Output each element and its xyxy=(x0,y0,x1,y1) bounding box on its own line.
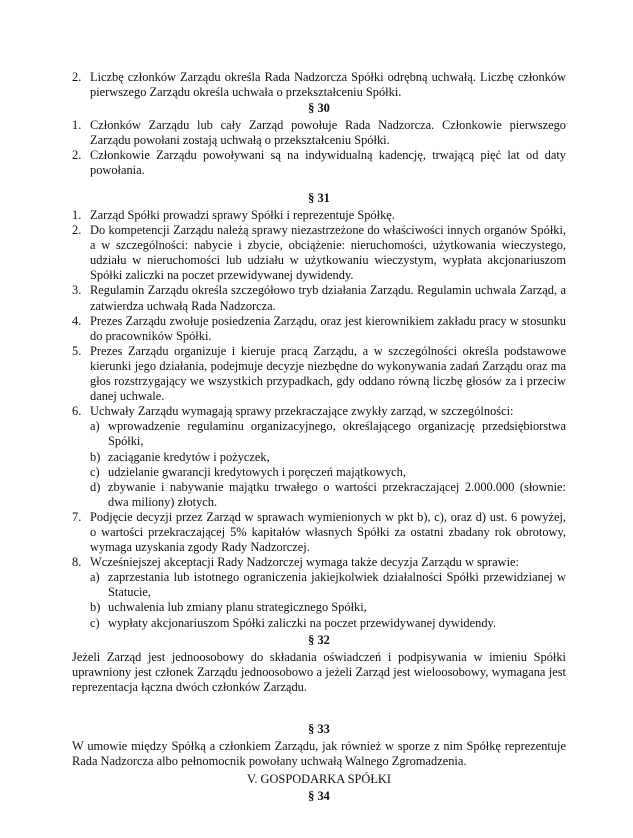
sub-item-letter: a) xyxy=(90,570,100,585)
sub-item-text: wprowadzenie regulaminu organizacyjnego, określającego organizację przedsiębiorstwa Spółki, xyxy=(108,419,566,449)
list-item xyxy=(72,70,566,100)
list-item xyxy=(72,283,566,313)
section-30-list xyxy=(72,118,566,178)
list-item xyxy=(72,510,566,555)
sub-item-letter: d) xyxy=(90,479,101,494)
sub-item-text: uchwalenia lub zmiany planu strategicznego Spółki, xyxy=(108,600,367,615)
sub-item xyxy=(90,616,566,631)
sub-item-text: zbywanie i nabywanie majątku trwałego o wartości przekraczającej 2.000.000 (słownie: dwa miliony) złotych. xyxy=(108,479,566,509)
sub-item xyxy=(90,480,566,510)
sub-item xyxy=(90,450,566,465)
section-33-heading: § 33 xyxy=(308,722,330,736)
item-number: 7. xyxy=(72,509,82,524)
item-text: Liczbę członków Zarządu określa Rada Nadzorcza Spółki odrębną uchwałą. Liczbę członków pierwszego Zarządu określa uchwała o przekształceniu Spółki. xyxy=(90,70,566,100)
item-number: 5. xyxy=(72,343,82,358)
item-number: 1. xyxy=(72,118,82,132)
item-text: Do kompetencji Zarządu należą sprawy niezastrzeżone do właściwości innych organów Spółki, a w szczególności: nabycie i zbycie, obciążenie: nieruchomości, użytkowania wieczystego, udziału w nieruchomości lub udziału w użytkowaniu wieczystym, wypłata akcjonariuszom Spółki zaliczki na poczet przewidywanej dywidendy. xyxy=(90,223,566,283)
list-item xyxy=(72,344,566,404)
section-29-list xyxy=(72,70,566,100)
item-number: 4. xyxy=(72,313,82,328)
item-number: 1. xyxy=(72,208,82,222)
item-text: Zarząd Spółki prowadzi sprawy Spółki i reprezentuje Spółkę. xyxy=(90,208,395,222)
section-33-text: W umowie między Spółką a członkiem Zarządu, jak również w sporze z nim Spółkę reprezentuje Rada Nadzorcza albo pełnomocnik powołany uchwałą Walnego Zgromadzenia. xyxy=(72,739,566,769)
sub-item-text: wypłaty akcjonariuszom Spółki zaliczki na poczet przewidywanej dywidendy. xyxy=(108,615,496,630)
item-text: Podjęcie decyzji przez Zarząd w sprawach wymienionych w pkt b), c), oraz d) ust. 6 powyżej, o wartości przekraczającej 5% kapitałów własnych Spółki za ostatni zbadany rok obrotowy, wymaga uzyskania zgody Rady Nadzorczej. xyxy=(90,509,566,555)
sub-item-letter: a) xyxy=(90,419,100,434)
section-34-heading: § 34 xyxy=(308,789,330,803)
sub-item xyxy=(90,465,566,480)
sub-item-letter: c) xyxy=(90,615,100,630)
sub-item-text: zaciąganie kredytów i pożyczek, xyxy=(108,449,270,464)
item-number: 2. xyxy=(72,70,82,84)
sub-item-text: zaprzestania lub istotnego ograniczenia jakiejkolwiek działalności Spółki przewidzianej w Statucie, xyxy=(108,570,566,600)
section-32-heading: § 32 xyxy=(308,633,330,647)
chapter-title: V. GOSPODARKA SPÓŁKI xyxy=(246,772,391,786)
item-number: 3. xyxy=(72,283,82,298)
list-item xyxy=(72,118,566,148)
list-item xyxy=(72,555,566,630)
item-number: 2. xyxy=(72,148,82,163)
item-text: Regulamin Zarządu określa szczegółowo tryb działania Zarządu. Regulamin uchwala Zarząd, a zatwierdza uchwałą Rada Nadzorcza. xyxy=(90,283,566,313)
list-item xyxy=(72,404,566,510)
item-text: Członkowie Zarządu powoływani są na indywidualną kadencję, trwającą pięć lat od daty powołania. xyxy=(90,148,566,178)
item-number: 6. xyxy=(72,404,82,419)
list-item xyxy=(72,314,566,344)
sub-item-letter: b) xyxy=(90,600,101,615)
section-31-heading: § 31 xyxy=(308,191,330,205)
list-item xyxy=(72,223,566,283)
sub-item-letter: c) xyxy=(90,464,100,479)
section-31-list xyxy=(72,208,566,631)
item-number: 2. xyxy=(72,223,82,238)
sub-item xyxy=(90,419,566,449)
item-number: 8. xyxy=(72,555,82,570)
sub-item xyxy=(90,570,566,600)
item-text: Członków Zarządu lub cały Zarząd powołuje Rada Nadzorcza. Członkowie pierwszego Zarządu powołani zostają uchwałą o przekształceniu Spółki. xyxy=(90,118,566,148)
item-text: Uchwały Zarządu wymagają sprawy przekraczające zwykły zarząd, w szczególności: xyxy=(90,404,514,419)
section-30-heading: § 30 xyxy=(308,101,330,115)
item-text: Wcześniejszej akceptacji Rady Nadzorczej wymaga także decyzja Zarządu w sprawie: xyxy=(90,555,519,570)
item-text: Prezes Zarządu zwołuje posiedzenia Zarządu, oraz jest kierownikiem zakładu pracy w stosunku do pracowników Spółki. xyxy=(90,313,566,343)
list-item xyxy=(72,208,566,223)
sub-item-letter: b) xyxy=(90,449,101,464)
sub-item xyxy=(90,600,566,615)
item-text: Prezes Zarządu organizuje i kieruje pracą Zarządu, a w szczególności określa podstawowe kierunki jego działania, podejmuje decyzje niezbędne do wykonywania zadań Zarządu oraz ma głos rozstrzygający we wszystkich przypadkach, gdy oddano równą liczbę głosów za i przeciw danej uchwale. xyxy=(90,343,566,404)
section-32-text: Jeżeli Zarząd jest jednoosobowy do składania oświadczeń i podpisywania w imieniu Spółki uprawniony jest członek Zarządu jednoosobowo a jeżeli Zarząd jest wieloosobowy, wymagana jest reprezentacja łączna dwóch członków Zarządu. xyxy=(72,650,566,695)
sub-item-text: udzielanie gwarancji kredytowych i poręczeń majątkowych, xyxy=(108,464,406,479)
list-item xyxy=(72,148,566,178)
